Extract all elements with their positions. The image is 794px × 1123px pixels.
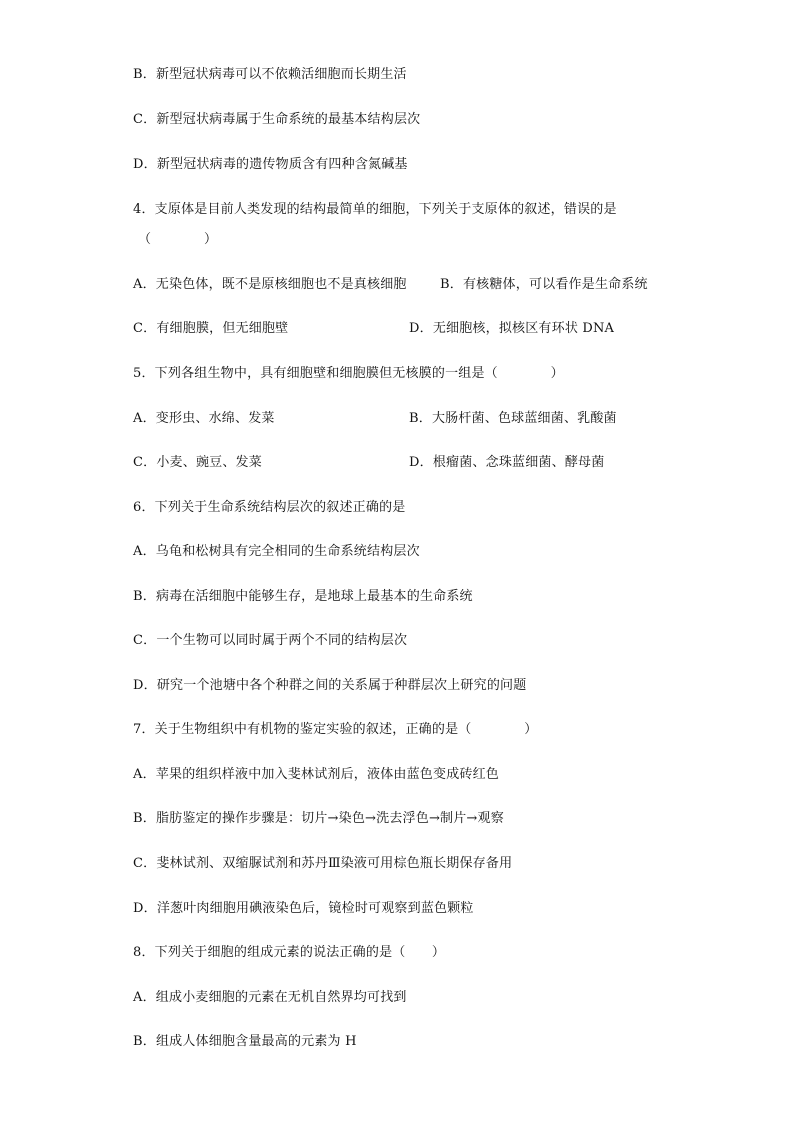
q6-option-a: A．乌龟和松树具有完全相同的生命系统结构层次 [133,544,420,559]
q4-option-a: A．无染色体，既不是原核细胞也不是真核细胞 [133,277,407,292]
q6-option-d: D．研究一个池塘中各个种群之间的关系属于种群层次上研究的问题 [133,678,527,693]
q6-option-c: C．一个生物可以同时属于两个不同的结构层次 [133,633,408,648]
q8-stem: 8．下列关于细胞的组成元素的说法正确的是（ ） [133,945,446,960]
q7-option-d: D．洋葱叶肉细胞用碘液染色后，镜检时可观察到蓝色颗粒 [133,901,474,916]
q7-option-a: A．苹果的组织样液中加入斐林试剂后，液体由蓝色变成砖红色 [133,767,499,782]
q5-option-c: C．小麦、豌豆、发菜 [133,455,262,470]
q4-answer-paren: （ ） [138,232,218,247]
q5-stem: 5．下列各组生物中，具有细胞壁和细胞膜但无核膜的一组是（ ） [133,366,564,381]
q4-option-d: D．无细胞核，拟核区有环状 DNA [409,321,615,336]
q7-stem: 7．关于生物组织中有机物的鉴定实验的叙述，正确的是（ ） [133,722,538,737]
q6-option-b: B．病毒在活细胞中能够生存，是地球上最基本的生命系统 [133,589,473,604]
q6-stem: 6．下列关于生命系统结构层次的叙述正确的是 [133,500,406,515]
q4-stem: 4．支原体是目前人类发现的结构最简单的细胞，下列关于支原体的叙述，错误的是 [133,202,617,217]
q4-option-b: B．有核糖体，可以看作是生命系统 [440,277,648,292]
q5-option-b: B．大肠杆菌、色球蓝细菌、乳酸菌 [409,411,617,426]
q5-option-d: D．根瘤菌、念珠蓝细菌、酵母菌 [409,455,605,470]
q5-option-a: A．变形虫、水绵、发菜 [133,411,275,426]
q3-option-c: C．新型冠状病毒属于生命系统的最基本结构层次 [133,112,421,127]
q7-option-b: B．脂肪鉴定的操作步骤是：切片→染色→洗去浮色→制片→观察 [133,811,504,826]
q3-option-d: D．新型冠状病毒的遗传物质含有四种含氮碱基 [133,157,408,172]
q8-option-a: A．组成小麦细胞的元素在无机自然界均可找到 [133,990,407,1005]
q7-option-c: C．斐林试剂、双缩脲试剂和苏丹Ⅲ染液可用棕色瓶长期保存备用 [133,856,513,871]
q3-option-b: B．新型冠状病毒可以不依赖活细胞而长期生活 [133,67,407,82]
q4-option-c: C．有细胞膜，但无细胞壁 [133,321,289,336]
q8-option-b: B．组成人体细胞含量最高的元素为 H [133,1034,357,1049]
